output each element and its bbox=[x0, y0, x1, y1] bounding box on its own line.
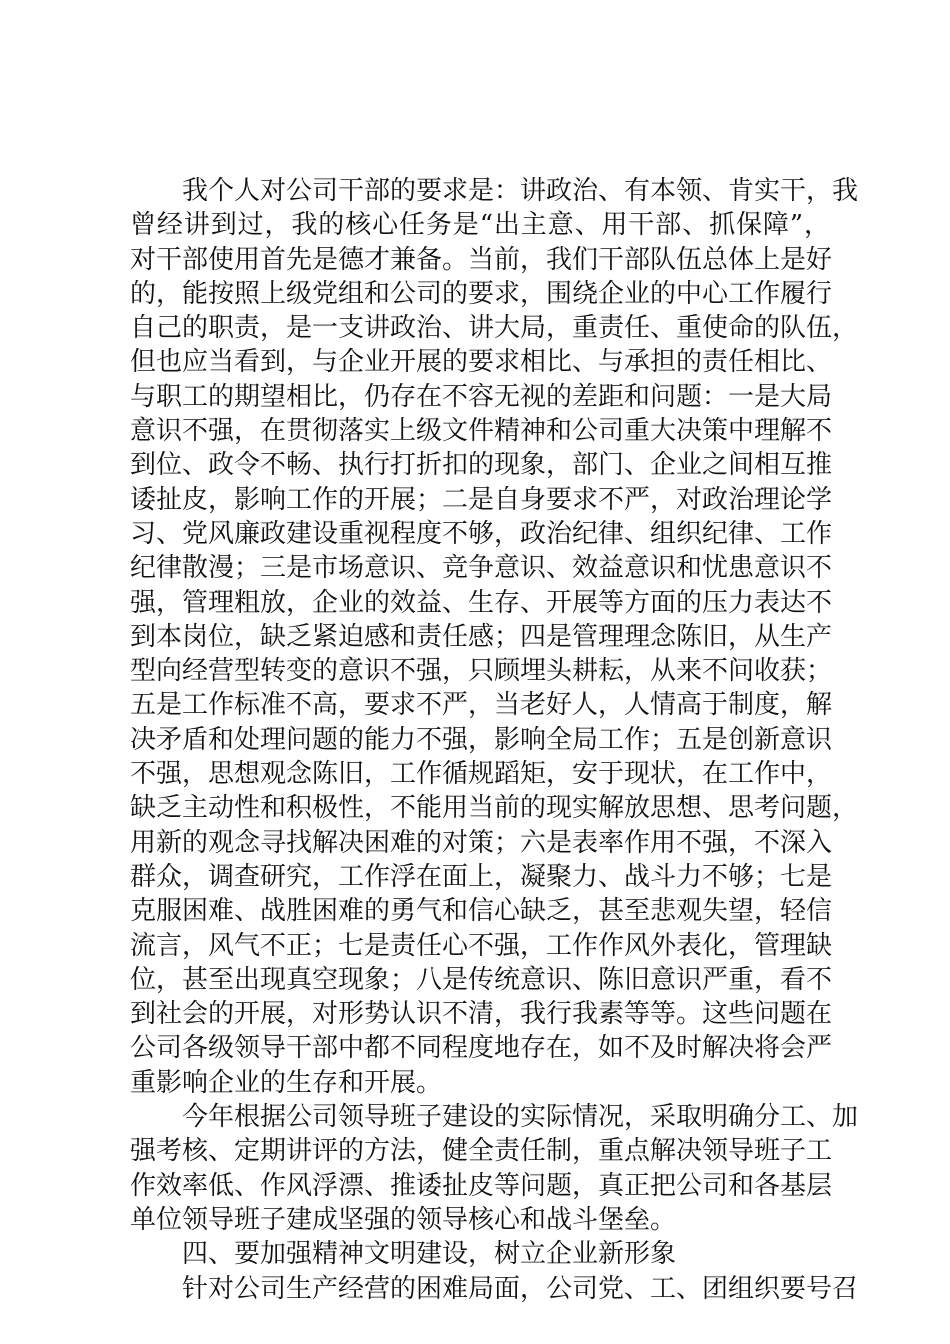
text-line: 自己的职责，是一支讲政治、讲大局，重责任、重使命的队伍， bbox=[130, 313, 859, 344]
text-line: 作效率低、作风浮漂、推诿扯皮等问题，真正把公司和各基层 bbox=[130, 1170, 833, 1201]
text-line: 曾经讲到过，我的核心任务是“出主意、用干部、抓保障”， bbox=[130, 210, 830, 241]
text-line: 克服困难、战胜困难的勇气和信心缺乏，甚至悲观失望，轻信 bbox=[130, 896, 833, 927]
text-line: 针对公司生产经营的困难局面，公司党、工、团组织要号召 bbox=[182, 1273, 859, 1304]
text-line: 的，能按照上级党组和公司的要求，围绕企业的中心工作履行 bbox=[130, 278, 833, 309]
text-line: 强，管理粗放，企业的效益、生存、开展等方面的压力表达不 bbox=[130, 587, 833, 618]
text-line: 公司各级领导干部中都不同程度地存在，如不及时解决将会严 bbox=[130, 1033, 833, 1064]
text-line: 缺乏主动性和积极性，不能用当前的现实解放思想、思考问题， bbox=[130, 793, 859, 824]
text-line: 到社会的开展，对形势认识不清，我行我素等等。这些问题在 bbox=[130, 999, 833, 1030]
text-line: 意识不强，在贯彻落实上级文件精神和公司重大决策中理解不 bbox=[130, 416, 833, 447]
text-line: 用新的观念寻找解决困难的对策；六是表率作用不强，不深入 bbox=[130, 827, 833, 858]
section-heading: 四、要加强精神文明建设，树立企业新形象 bbox=[182, 1239, 677, 1270]
text-line: 强考核、定期讲评的方法，健全责任制，重点解决领导班子工 bbox=[130, 1136, 833, 1167]
text-line: 不强，思想观念陈旧，工作循规蹈矩，安于现状，在工作中， bbox=[130, 759, 833, 790]
text-line: 位，甚至出现真空现象；八是传统意识、陈旧意识严重，看不 bbox=[130, 964, 833, 995]
text-line: 诿扯皮，影响工作的开展；二是自身要求不严，对政治理论学 bbox=[130, 484, 833, 515]
text-line: 到本岗位，缺乏紧迫感和责任感；四是管理理念陈旧，从生产 bbox=[130, 621, 833, 652]
text-line: 型向经营型转变的意识不强，只顾埋头耕耘，从来不问收获； bbox=[130, 656, 833, 687]
text-line: 今年根据公司领导班子建设的实际情况，采取明确分工、加 bbox=[182, 1102, 859, 1133]
document-body bbox=[130, 174, 859, 1306]
text-line: 纪律散漫；三是市场意识、竞争意识、效益意识和忧患意识不 bbox=[130, 553, 833, 584]
text-line: 群众，调查研究，工作浮在面上，凝聚力、战斗力不够；七是 bbox=[130, 861, 833, 892]
text-line: 流言，风气不正；七是责任心不强，工作作风外表化，管理缺 bbox=[130, 930, 833, 961]
text-line: 决矛盾和处理问题的能力不强，影响全局工作；五是创新意识 bbox=[130, 724, 833, 755]
text-line: 我个人对公司干部的要求是：讲政治、有本领、肯实干，我 bbox=[182, 176, 859, 206]
text-line: 与职工的期望相比，仍存在不容无视的差距和问题：一是大局 bbox=[130, 381, 833, 412]
text-line: 对干部使用首先是德才兼备。当前，我们干部队伍总体上是好 bbox=[130, 244, 833, 275]
text-line: 到位、政令不畅、执行打折扣的现象，部门、企业之间相互推 bbox=[130, 450, 833, 481]
text-line: 五是工作标准不高，要求不严，当老好人，人情高于制度，解 bbox=[130, 690, 833, 721]
text-line: 单位领导班子建成坚强的领导核心和战斗堡垒。 bbox=[130, 1204, 677, 1235]
text-line: 习、党风廉政建设重视程度不够，政治纪律、组织纪律、工作 bbox=[130, 518, 833, 549]
text-line: 但也应当看到，与企业开展的要求相比、与承担的责任相比、 bbox=[130, 347, 833, 378]
text-line: 重影响企业的生存和开展。 bbox=[130, 1067, 443, 1098]
